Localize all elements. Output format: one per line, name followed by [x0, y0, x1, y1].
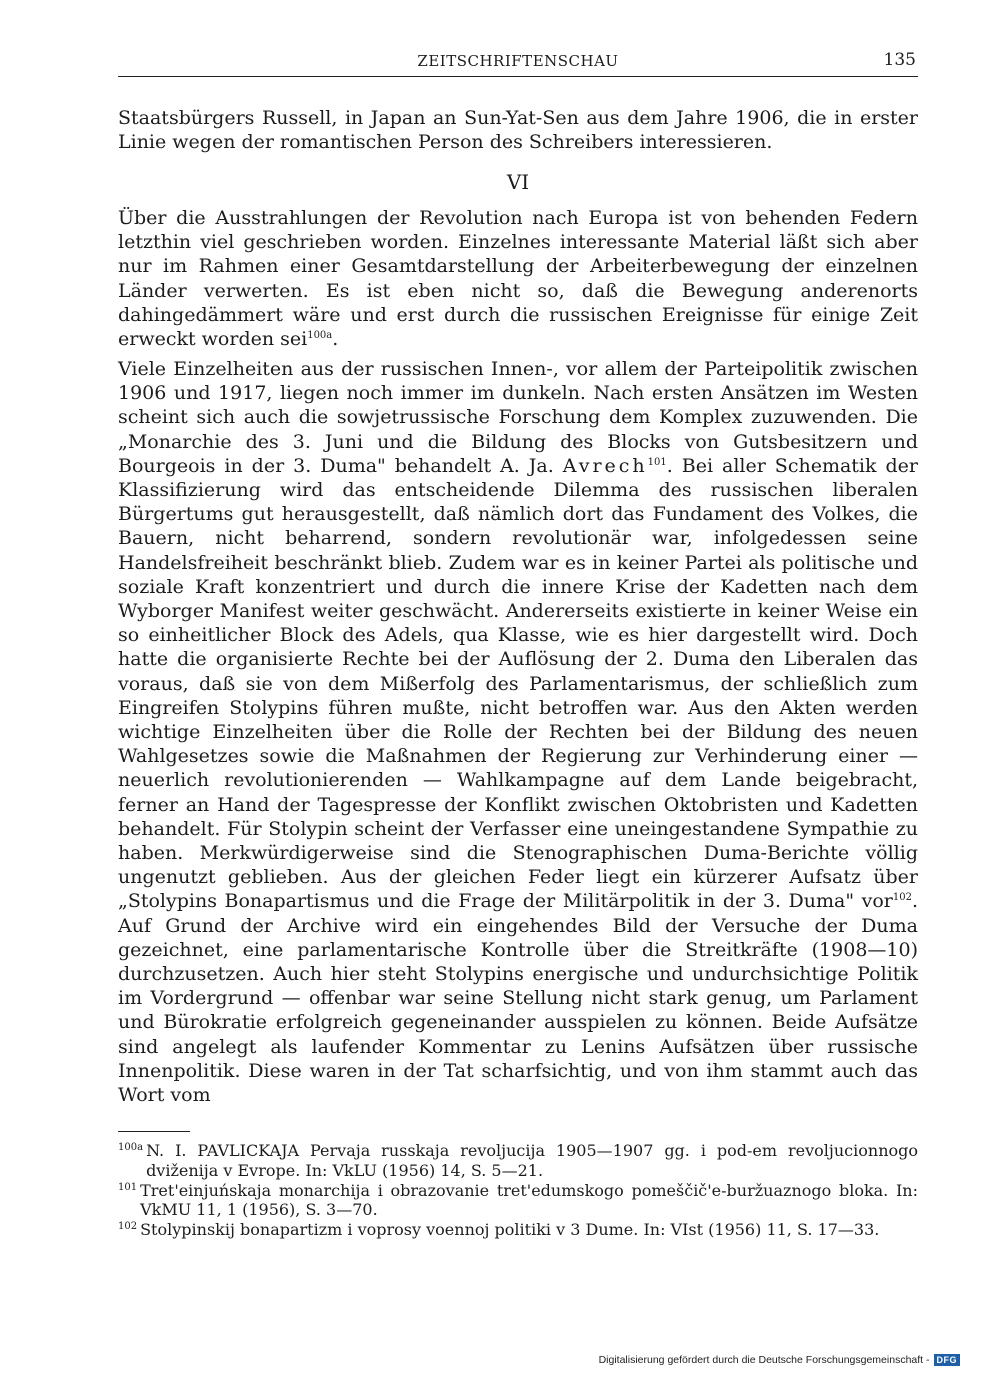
- paragraph-revolution-europe: [118, 206, 918, 351]
- credit-text: Digitalisierung gefördert durch die Deutsche Forschungsgemeinschaft -: [598, 1354, 930, 1366]
- footnote-ref-100a: 100a: [307, 330, 333, 342]
- digitization-credit: [599, 1354, 960, 1366]
- footnote-ref-101: 101: [647, 456, 667, 468]
- paragraph-part-3: . Auf Grund der Archive wird ein eingehendes Bild der Versuche der Duma gezeichnet, eine parlamentarische Kontrolle über die Streitkräfte (1908—10) durchzusetzen. Auch hier steht Stolypins energische und undurchsichtige Politik im Vordergrund — offenbar war seine Stellung nicht stark genug, um Parlament und Bürokratie erfolgreich gegeneinander ausspielen zu können. Beide Aufsätze sind angelegt als laufender Kommentar zu Lenins Aufsätzen über russische Innenpolitik. Diese waren in der Tat scharfsichtig, und von ihm stammt auch das Wort vom: [118, 890, 918, 1107]
- dfg-logo: DFG: [934, 1354, 961, 1366]
- paragraph-continuation: [118, 106, 918, 154]
- paragraph-part-2: . Bei aller Schematik der Klassifizierung wird das entscheidende Dilemma des russischen liberalen Bürgertums gut herausgestellt, daß nämlich dort das Fundament des Volkes, die Bauern, nicht beharrend, sondern revolutionär war, infolgedessen seine Handelsfreiheit beschränkt blieb. Zudem war es in keiner Partei als politische und soziale Kraft konzentriert und durch die innere Krise der Kadetten nach dem Wyborger Manifest weiter geschwächt. Andererseits existierte in keiner Weise ein so einheitlicher Block des Adels, qua Klasse, wie es hier dargestellt wird. Doch hatte die organisierte Rechte bei der Auflösung der 2. Duma den Liberalen das voraus, daß sie von dem Mißerfolg des Parlamentarismus, der schließlich zum Eingreifen Stolypins führen mußte, nicht betroffen war. Aus den Akten werden wichtige Einzelheiten über die Rolle der Rechten bei der Bildung des neuen Wahlgesetzes sowie die Maßnahmen der Regierung zur Verhinderung einer — neuerlich revolutionierenden — Wahlkampagne auf dem Lande beigebracht, ferner an Hand der Tagespresse der Konflikt zwischen Oktobristen und Kadetten behandelt. Für Stolypin scheint der Verfasser eine uneingestandene Sympathie zu haben. Merkwürdigerweise sind die Stenographischen Duma-Berichte völlig ungenutzt geblieben. Aus der gleichen Feder liegt ein kürzerer Aufsatz über „Stolypins Bonapartismus und die Frage der Militärpolitik in der 3. Duma" vor: [118, 454, 918, 913]
- footnote-ref-102: 102: [892, 892, 912, 904]
- section-heading: VI: [506, 170, 530, 194]
- footnote-100a: [118, 1141, 918, 1181]
- author-name: Avrech: [562, 454, 648, 477]
- footnote-mark: 101: [118, 1181, 138, 1193]
- running-title: ZEITSCHRIFTENSCHAU: [417, 52, 619, 70]
- page-number: 135: [883, 50, 916, 70]
- paragraph-text: Staatsbürgers Russell, in Japan an Sun-Yat-Sen aus dem Jahre 1906, die in erster Linie wegen der romantischen Person des Schreibers interessieren.: [118, 107, 918, 154]
- footnote-mark: 102: [118, 1221, 138, 1233]
- footnote-102: [118, 1220, 918, 1240]
- paragraph-text: [118, 357, 918, 1107]
- footnote-101: [118, 1181, 918, 1221]
- paragraph-end: .: [332, 328, 339, 351]
- paragraph-domestic-politics: [118, 357, 918, 1107]
- paragraph-body: Über die Ausstrahlungen der Revolution nach Europa ist von behenden Federn letzthin viel geschrieben worden. Einzelnes interessante Material läßt sich aber nur im Rahmen einer Gesamtdarstellung der Arbeiterbewegung der einzelnen Länder verwerten. Es ist eben nicht so, daß die Bewegung anderenorts dahingedämmert wäre und erst durch die russischen Ereignisse für einige Zeit erweckt worden sei: [118, 207, 918, 351]
- footnote-text: N. I. PAVLICKAJA Pervaja russkaja revoljucija 1905—1907 gg. i pod-em revoljucionnogo dviženija v Evrope. In: VkLU (1956) 14, S. 5—21.: [146, 1141, 918, 1180]
- footnote-divider: [118, 1131, 190, 1132]
- running-head: [118, 50, 918, 77]
- footnotes: [118, 1141, 918, 1240]
- paragraph-part-1: Viele Einzelheiten aus der russischen Innen-, vor allem der Parteipolitik zwischen 1906 und 1917, liegen noch immer im dunkeln. Nach ersten Ansätzen im Westen scheint sich auch die sowjetrussische Forschung dem Komplex zuzuwenden. Die „Monarchie des 3. Juni und die Bildung des Blocks von Gutsbesitzern und Bourgeois in der 3. Duma" behandelt A. Ja.: [118, 358, 918, 477]
- footnote-text: Tret'einjuńskaja monarchija i obrazovanie tret'edumskogo pomeščič'e-buržuaznogo bloka. In: VkMU 11, 1 (1956), S. 3—70.: [140, 1180, 918, 1220]
- footnote-mark: 100a: [118, 1142, 144, 1153]
- footnote-text: Stolypinskij bonapartizm i voprosy voennoj politiki v 3 Dume. In: VIst (1956) 11, S. 17—33.: [140, 1220, 880, 1240]
- paragraph-text: [118, 206, 918, 351]
